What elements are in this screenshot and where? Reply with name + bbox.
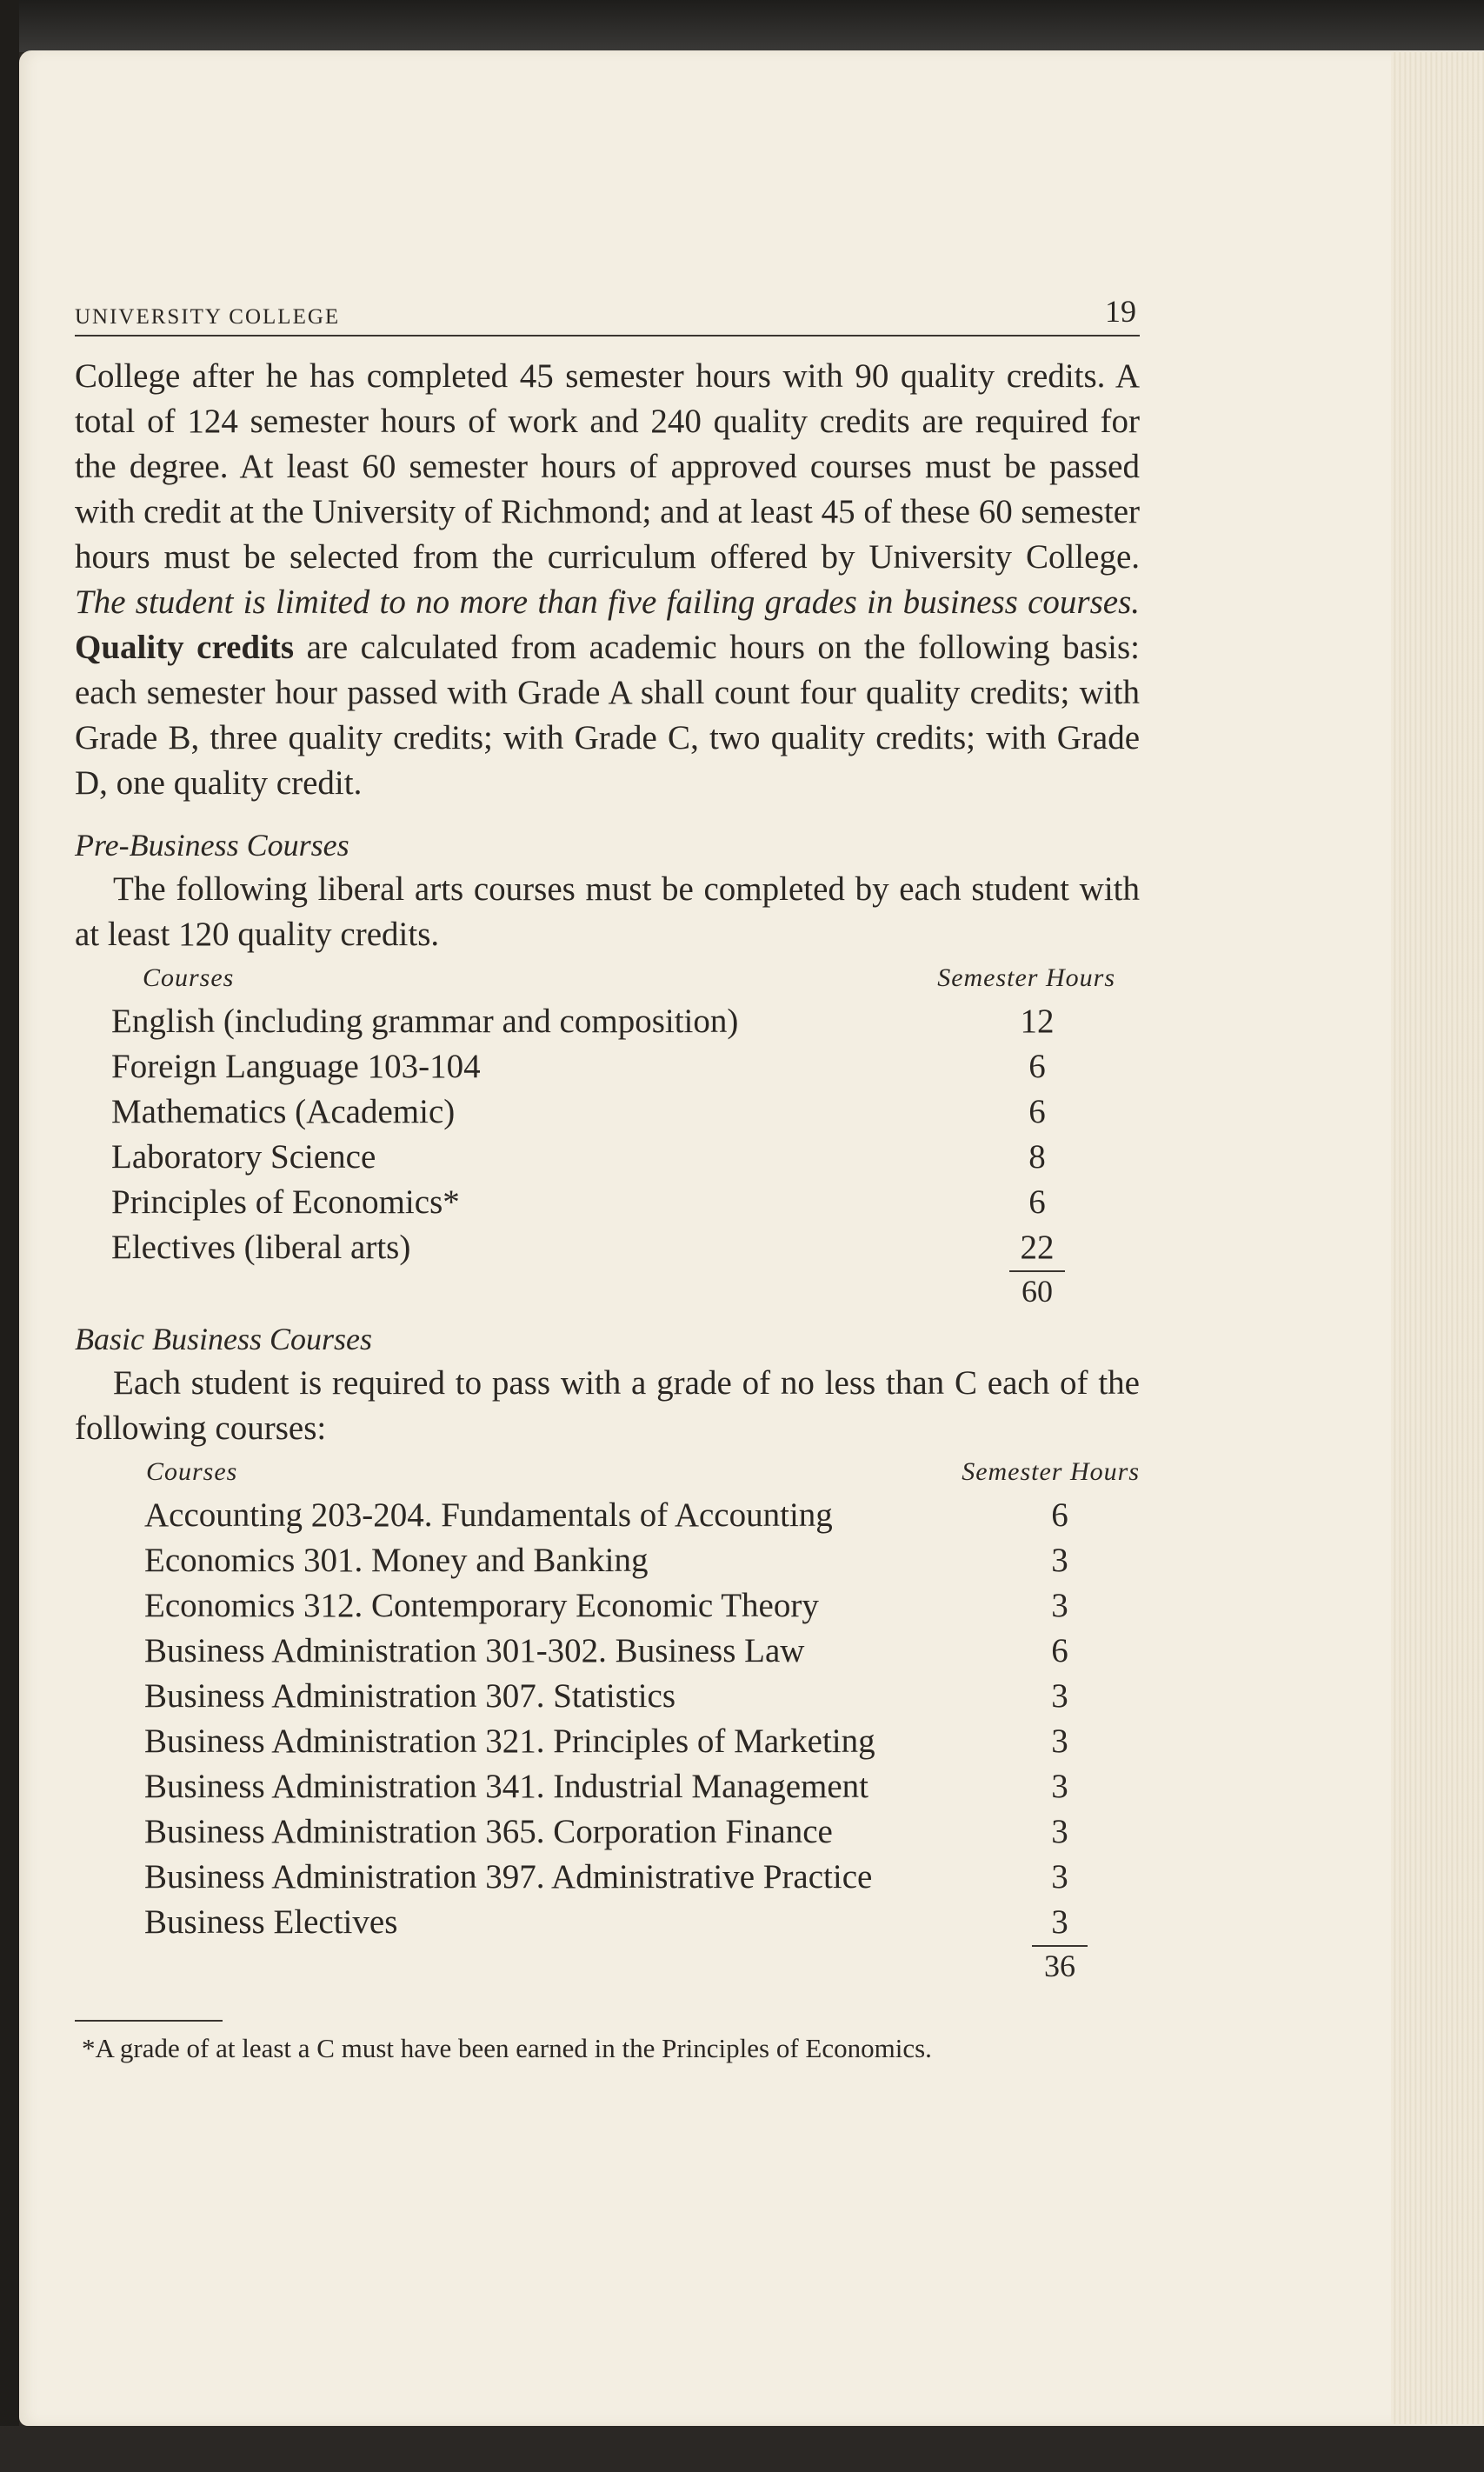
course-hours: 6 bbox=[1028, 1048, 1046, 1085]
course-hours: 3 bbox=[1051, 1903, 1068, 1941]
basic-business-col-courses: Courses bbox=[146, 1457, 238, 1486]
course-hours: 6 bbox=[1028, 1093, 1046, 1130]
course-hours: 3 bbox=[1051, 1813, 1068, 1850]
course-name: Laboratory Science bbox=[111, 1138, 376, 1176]
course-name: Business Electives bbox=[144, 1903, 398, 1941]
footnote: *A grade of at least a C must have been earned in the Principles of Economics. bbox=[82, 2033, 932, 2063]
table-row bbox=[144, 1764, 1140, 1809]
page-number: 19 bbox=[1105, 294, 1136, 329]
pre-business-column-headers bbox=[111, 957, 1115, 999]
course-hours: 3 bbox=[1051, 1587, 1068, 1624]
course-name: Business Administration 341. Industrial Management bbox=[144, 1768, 868, 1805]
pre-business-col-hours: Semester Hours bbox=[937, 963, 1115, 992]
basic-business-total: 36 bbox=[1032, 1945, 1088, 1985]
table-row bbox=[144, 1629, 1140, 1674]
table-row bbox=[111, 1225, 1115, 1270]
basic-business-intro: Each student is required to pass with a grade of no less than C each of the following courses: bbox=[75, 1364, 1140, 1447]
basic-business-title: Basic Business Courses bbox=[75, 1322, 372, 1356]
table-row bbox=[144, 1538, 1140, 1583]
course-hours: 8 bbox=[1028, 1138, 1046, 1176]
course-name: Accounting 203-204. Fundamentals of Accounting bbox=[144, 1496, 833, 1534]
pre-business-table bbox=[75, 957, 1115, 1310]
course-hours: 22 bbox=[1020, 1229, 1055, 1266]
course-name: Electives (liberal arts) bbox=[111, 1229, 411, 1266]
page-edges bbox=[1391, 52, 1484, 2424]
pre-business-title: Pre-Business Courses bbox=[75, 828, 349, 863]
table-row bbox=[144, 1855, 1140, 1900]
basic-business-col-hours: Semester Hours bbox=[962, 1457, 1140, 1486]
scan-bottom-edge bbox=[0, 2426, 1484, 2472]
intro-text-2: are calculated from academic hours on the following basis: each semester hour passed with Grade A shall count four quality credits; with Grade B, three quality credits; with Grade C, two quality credits; with Grade D, one quality credit. bbox=[75, 629, 1140, 802]
scan-top-edge bbox=[0, 0, 1484, 52]
basic-business-total-row bbox=[144, 1945, 1140, 1985]
table-row bbox=[144, 1674, 1140, 1719]
pre-business-intro: The following liberal arts courses must be completed by each student with at least 120 quality credits. bbox=[75, 870, 1140, 953]
course-hours: 3 bbox=[1051, 1542, 1068, 1579]
table-row bbox=[144, 1719, 1140, 1764]
page-content bbox=[75, 283, 1140, 2065]
course-hours: 6 bbox=[1051, 1632, 1068, 1669]
course-hours: 3 bbox=[1051, 1858, 1068, 1896]
footnote-rule bbox=[75, 2020, 223, 2022]
table-row bbox=[144, 1583, 1140, 1629]
basic-business-column-headers bbox=[144, 1451, 1140, 1493]
intro-paragraph bbox=[75, 354, 1140, 806]
intro-text-1: College after he has completed 45 semester hours with 90 quality credits. A total of 124 semester hours of work and 240 quality credits are required for the degree. At least 60 semester hours of approved courses must be passed with credit at the University of Richmond; and at least 45 of these 60 semester hours must be selected from the curriculum offered by University College. bbox=[75, 357, 1140, 576]
intro-italic-text: The student is limited to no more than five failing grades in business courses. bbox=[75, 583, 1140, 621]
intro-bold-term: Quality credits bbox=[75, 629, 295, 666]
course-name: Economics 312. Contemporary Economic Theory bbox=[144, 1587, 819, 1624]
running-header bbox=[75, 283, 1140, 336]
table-row bbox=[111, 1044, 1115, 1089]
table-row bbox=[111, 1135, 1115, 1180]
table-row bbox=[144, 1493, 1140, 1538]
course-name: Foreign Language 103-104 bbox=[111, 1048, 481, 1085]
table-row bbox=[111, 1089, 1115, 1135]
course-name: Mathematics (Academic) bbox=[111, 1093, 456, 1130]
basic-business-table bbox=[75, 1451, 1140, 1985]
course-hours: 6 bbox=[1028, 1183, 1046, 1221]
scan-left-edge bbox=[0, 0, 19, 2472]
table-row bbox=[144, 1809, 1140, 1855]
course-hours: 12 bbox=[1020, 1003, 1055, 1040]
course-name: Business Administration 365. Corporation Finance bbox=[144, 1813, 833, 1850]
course-hours: 3 bbox=[1051, 1677, 1068, 1715]
course-hours: 3 bbox=[1051, 1722, 1068, 1760]
course-name: Economics 301. Money and Banking bbox=[144, 1542, 649, 1579]
course-name: Business Administration 397. Administrative Practice bbox=[144, 1858, 873, 1896]
table-row bbox=[144, 1900, 1140, 1945]
table-row bbox=[111, 999, 1115, 1044]
course-name: Business Administration 307. Statistics bbox=[144, 1677, 676, 1715]
course-name: Principles of Economics* bbox=[111, 1183, 460, 1221]
running-title: UNIVERSITY COLLEGE bbox=[75, 305, 341, 329]
course-hours: 3 bbox=[1051, 1768, 1068, 1805]
course-name: English (including grammar and composition) bbox=[111, 1003, 739, 1040]
course-hours: 6 bbox=[1051, 1496, 1068, 1534]
pre-business-total: 60 bbox=[1009, 1270, 1065, 1310]
pre-business-total-row bbox=[111, 1270, 1115, 1310]
course-name: Business Administration 301-302. Business Law bbox=[144, 1632, 805, 1669]
course-name: Business Administration 321. Principles of Marketing bbox=[144, 1722, 875, 1760]
table-row bbox=[111, 1180, 1115, 1225]
pre-business-col-courses: Courses bbox=[143, 963, 235, 992]
